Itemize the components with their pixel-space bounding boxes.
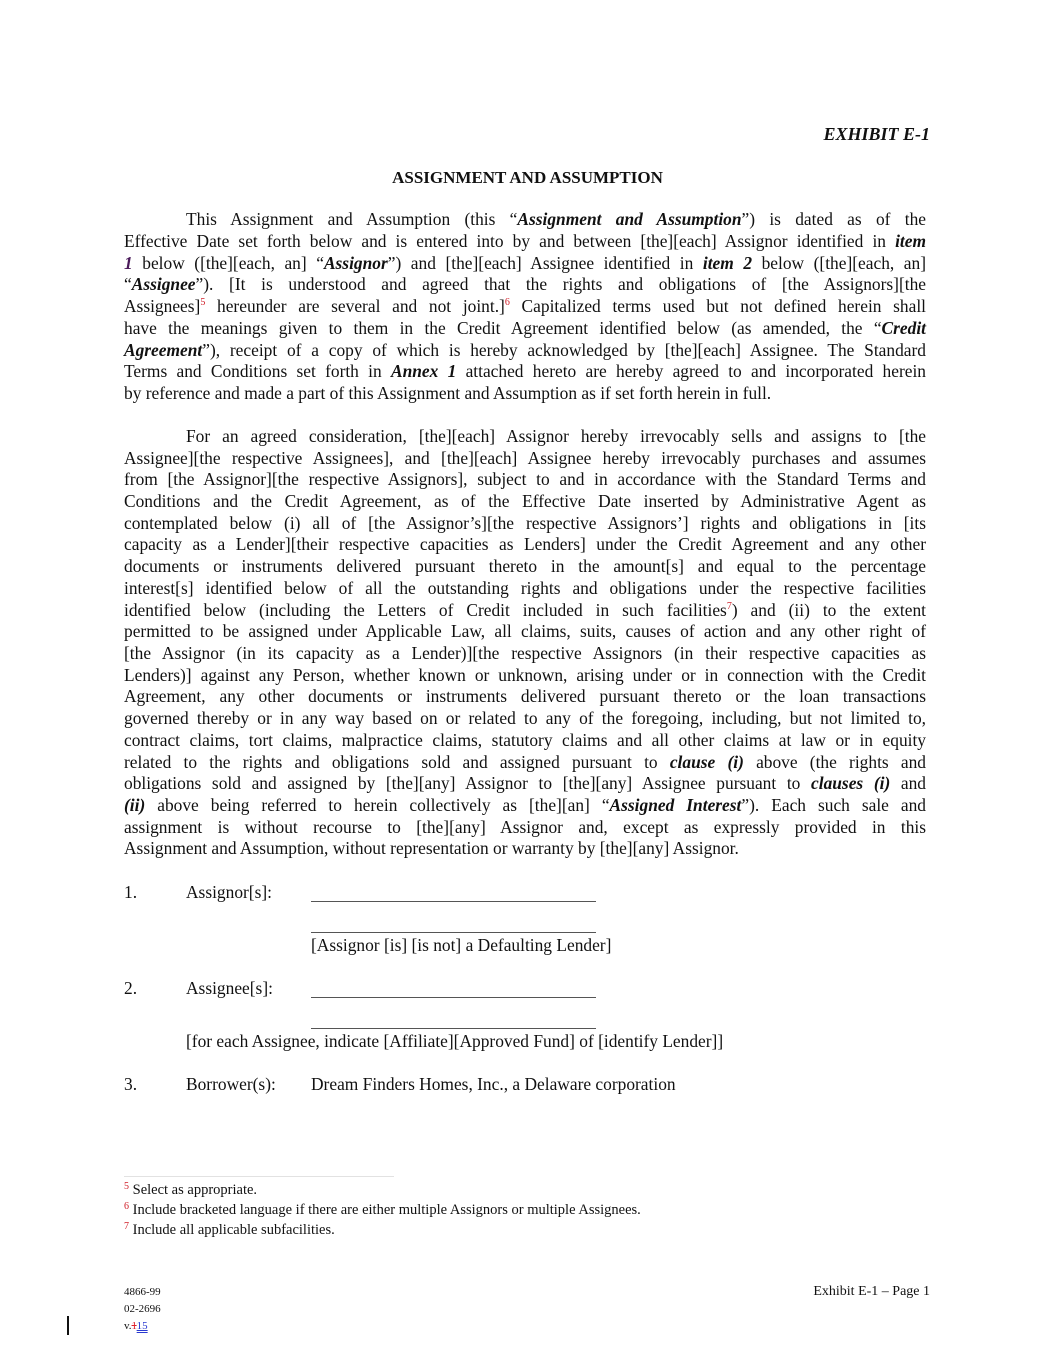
paragraph-line: by reference and made a part of this Assignment and Assumption as if set forth herein in full. [124,383,772,403]
paragraph-line: Assignee][the respective Assignees], and [the][each] Assignee hereby irrevocably purchases and assumes [124,448,926,468]
paragraph-line: contract claims, tort claims, malpractice claims, statutory claims and all other claims at law or in equity [124,730,926,750]
document-title: ASSIGNMENT AND ASSUMPTION [392,168,663,187]
footnote-7: $^7$ Include all applicable subfacilities. [124,1221,335,1238]
paragraph-line: Agreement”), receipt of a copy of which is hereby acknowledged by [the][each] Assignee. The Standard [124,340,926,360]
paragraph-line: permitted to be assigned under Applicable Law, all claims, suits, causes of action and any other right of [124,621,926,641]
footnote-ref-7[interactable]: 7 [726,601,732,612]
assignee-affiliate-note: [for each Assignee, indicate [Affiliate][Approved Fund] of [identify Lender]] [186,1031,724,1051]
item-number: 2. [124,978,138,998]
paragraph-line: obligations sold and assigned by [the][any] Assignor to [the][any] Assignee pursuant to clauses (i) and [124,773,927,793]
paragraph-line: (ii) above being referred to herein collectively as [the][an] “Assigned Interest”). Each such sale and [124,795,927,815]
item-number: 1. [124,882,138,902]
paragraph-line: This Assignment and Assumption (this “Assignment and Assumption”) is dated as of the [186,209,926,229]
assignor-name-field-2[interactable] [311,932,596,933]
paragraph-line: from [the Assignor][the respective Assignors], subject to and in accordance with the Standard Terms and [124,469,926,489]
paragraph-line: contemplated below (i) all of [the Assignor’s][the respective Assignors’] rights and obligations in [its [124,513,926,533]
doc-id-2: 02-2696 [124,1303,161,1315]
paragraph-line: assignment is without recourse to [the][any] Assignor and, except as expressly provided in this [124,817,926,837]
paragraph-line: capacity as a Lender][their respective capacities as Lenders] under the Credit Agreement and any other [124,534,926,554]
doc-version: v.115 [124,1320,148,1332]
footnote-6: $^6$ Include bracketed language if there are either multiple Assignors or multiple Assignees. [124,1201,641,1218]
paragraph-line: related to the rights and obligations sold and assigned pursuant to clause (i) above (the rights and [124,752,926,772]
paragraph-line: [the Assignor (in its capacity as a Lender)][the respective Assignors (in their respective capacities as [124,643,926,663]
item-label: Assignor[s]: [186,882,272,902]
paragraph-line: Terms and Conditions set forth in Annex 1 attached hereto are hereby agreed to and incorporated herein [124,361,926,381]
paragraph-line: Effective Date set forth below and is entered into by and between [the][each] Assignor identified in item [124,231,926,251]
paragraph-line: have the meanings given to them in the Credit Agreement identified below (as amended, the “Credit [124,318,926,338]
paragraph-line: Conditions and the Credit Agreement, as of the Effective Date inserted by Administrative Agent as [124,491,926,511]
footnote-separator [124,1176,394,1177]
defaulting-lender-note: [Assignor [is] [is not] a Defaulting Lender] [311,935,612,955]
paragraph-line: “Assignee”). [It is understood and agreed that the rights and obligations of [the Assignors][the [124,274,926,294]
paragraph-line: governed thereby or in any way based on or related to any of the foregoing, including, but not limited to, [124,708,926,728]
borrower-value: Dream Finders Homes, Inc., a Delaware corporation [311,1074,676,1094]
item-label: Assignee[s]: [186,978,273,998]
assignor-name-field[interactable] [311,901,596,902]
page-label: Exhibit E-1 – Page 1 [813,1284,930,1299]
item-number: 3. [124,1074,138,1094]
item-label: Borrower(s): [186,1074,276,1094]
assignee-name-field-2[interactable] [311,1028,596,1029]
paragraph-line: identified below (including the Letters of Credit included in such facilities$^7$) and (ii) to the extent [124,600,926,620]
paragraph-line: For an agreed consideration, [the][each] Assignor hereby irrevocably sells and assigns to [the [186,426,926,446]
paragraph-line: Agreement, any other documents or instruments delivered pursuant thereto or the loan transactions [124,686,926,706]
paragraph-line: interest[s] identified below of all the outstanding rights and obligations under the respective facilities [124,578,926,598]
assignee-name-field[interactable] [311,997,596,998]
version-deleted: 1 [131,1320,137,1332]
paragraph-line: Assignment and Assumption, without representation or warranty by [the][any] Assignor. [124,838,739,858]
paragraph-line: Assignees]$^5$ hereunder are several and not joint.]$^6$ Capitalized terms used but not defined herein shall [124,296,927,316]
footnote-ref-6[interactable]: 6 [504,297,510,308]
change-bar-marker [67,1316,69,1335]
version-inserted: 15 [136,1320,148,1332]
doc-id-1: 4866-99 [124,1286,161,1298]
footnote-ref-5[interactable]: 5 [200,297,206,308]
paragraph-line: Lenders)] against any Person, whether known or unknown, arising under or in connection with the Credit [124,665,926,685]
paragraph-line: 1 below ([the][each, an] “Assignor”) and [the][each] Assignee identified in item 2 below ([the][each, an] [124,253,926,273]
exhibit-label: EXHIBIT E-1 [823,124,930,144]
paragraph-line: documents or instruments delivered pursuant thereto in the amount[s] and equal to the percentage [124,556,926,576]
footnote-5: $^5$ Select as appropriate. [124,1181,258,1198]
